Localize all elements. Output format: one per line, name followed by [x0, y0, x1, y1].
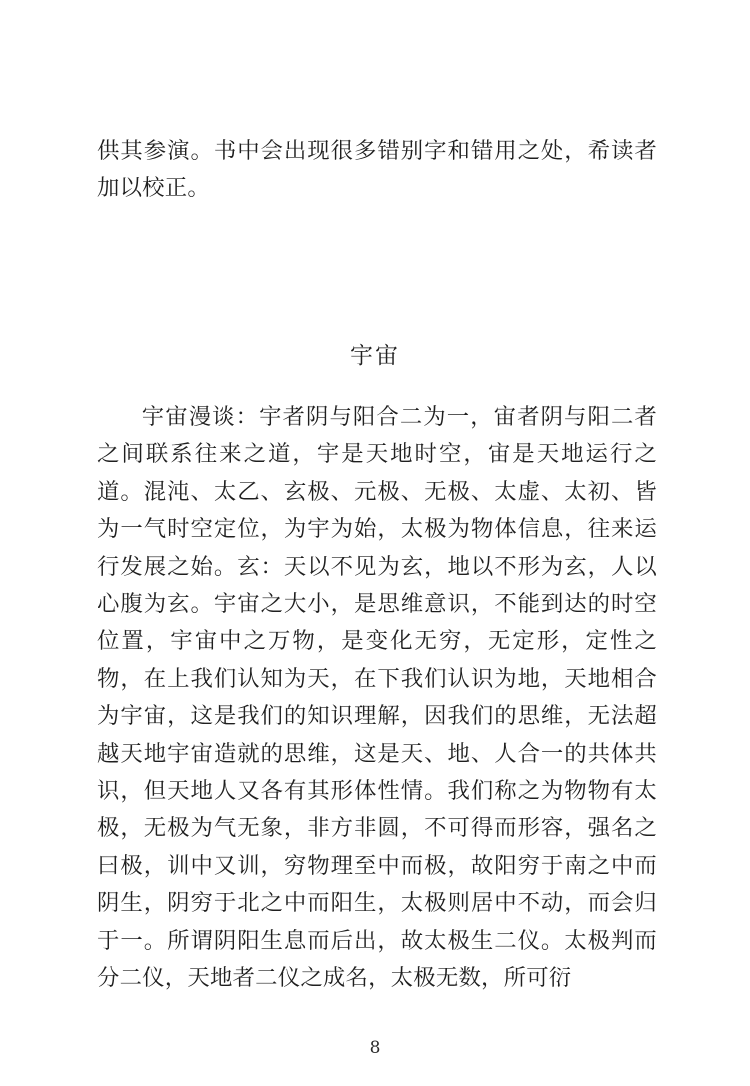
page-number: 8	[369, 1038, 381, 1058]
paragraph-body: 宇宙漫谈：宇者阴与阳合二为一，宙者阴与阳二者之间联系往来之道，宇是天地时空，宙是天地运行之道。混沌、太乙、玄极、元极、无极、太虚、太初、皆为一气时空定位，为宇为始，太极为物体信息，往来运行发展之始。玄：天以不见为玄，地以不形为玄，人以心腹为玄。宇宙之大小，是思维意识，不能到达的时空位置，宇宙中之万物，是变化无穷，无定形，定性之物，在上我们认知为天，在下我们认识为地，天地相合为宇宙，这是我们的知识理解，因我们的思维，无法超越天地宇宙造就的思维，这是天、地、人合一的共体共识，但天地人又各有其形体性情。我们称之为物物有太极，无极为气无象，非方非圆，不可得而形容，强名之曰极，训中又训，穷物理至中而极，故阳穷于南之中而阴生，阴穷于北之中而阳生，太极则居中不动，而会归于一。所谓阴阳生息而后出，故太极生二仪。太极判而分二仪，天地者二仪之成名，太极无数，所可衍	[97, 404, 657, 992]
paragraph-continuation: 供其参演。书中会出现很多错别字和错用之处，希读者加以校正。	[97, 138, 657, 202]
section-title: 宇宙	[350, 343, 400, 369]
